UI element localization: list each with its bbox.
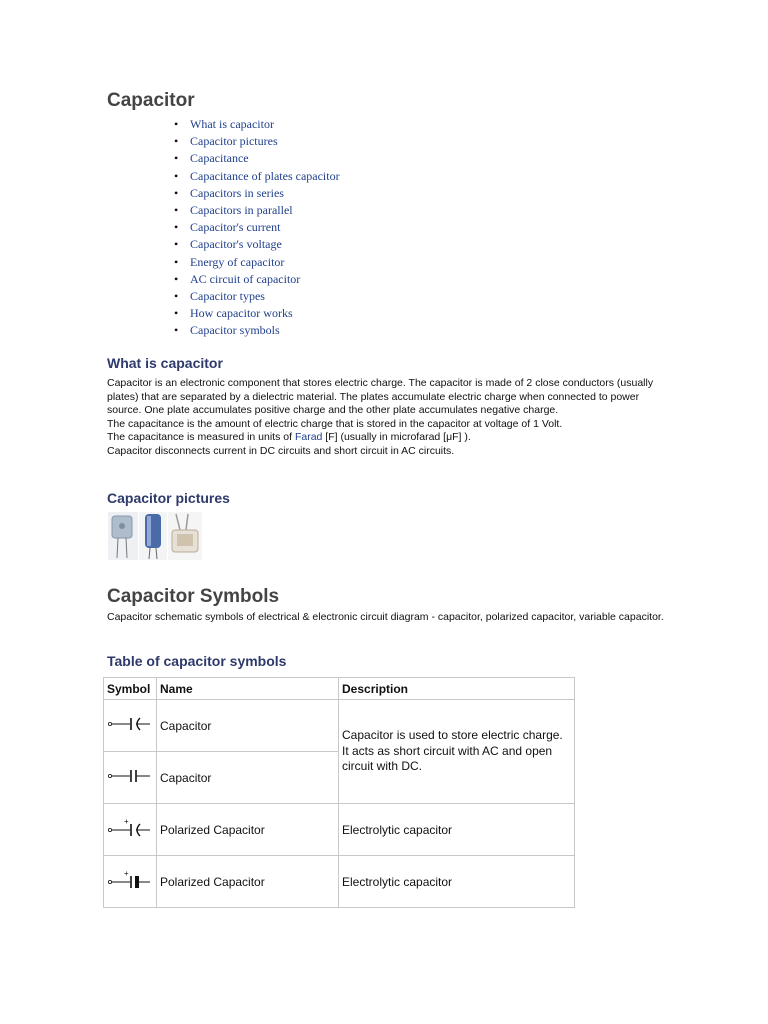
what-is-para-4: Capacitor disconnects current in DC circuits and short circuit in AC circuits.	[107, 444, 455, 457]
column-header-name: Name	[157, 678, 339, 700]
capacitor-symbol-icon	[107, 766, 151, 786]
name-cell: Polarized Capacitor	[157, 856, 339, 908]
farad-link[interactable]: Farad	[294, 431, 323, 444]
table-row	[104, 856, 575, 908]
symbol-cell	[104, 856, 157, 908]
toc-item[interactable]: • Capacitors in series	[174, 185, 340, 202]
capacitor-pictures	[108, 512, 202, 560]
pictures-heading: Capacitor pictures	[107, 490, 230, 506]
description-cell: Electrolytic capacitor	[339, 856, 575, 908]
toc-item[interactable]: • Capacitance	[174, 150, 340, 167]
what-is-heading: What is capacitor	[107, 355, 223, 371]
capacitor-curved-symbol-icon	[107, 714, 151, 734]
toc-item[interactable]: • Energy of capacitor	[174, 254, 340, 271]
polarized-capacitor-curved-symbol-icon	[107, 817, 151, 839]
symbol-cell	[104, 700, 157, 752]
symbol-cell	[104, 752, 157, 804]
what-is-para-3: The capacitance is measured in units of Farad [F] (usually in microfarad [μF] ).	[107, 431, 471, 444]
plus-sign: +	[124, 817, 129, 826]
toc-item[interactable]: • Capacitor types	[174, 288, 340, 305]
polarized-capacitor-symbol-icon	[107, 869, 151, 891]
toc-item[interactable]: • Capacitor's voltage	[174, 236, 340, 253]
toc-item[interactable]: • AC circuit of capacitor	[174, 271, 340, 288]
name-cell: Capacitor	[157, 752, 339, 804]
symbols-title: Capacitor Symbols	[107, 586, 280, 607]
toc-item[interactable]: • Capacitor symbols	[174, 322, 340, 339]
name-cell: Polarized Capacitor	[157, 804, 339, 856]
column-header-symbol: Symbol	[104, 678, 157, 700]
what-is-body	[107, 377, 667, 459]
symbols-intro: Capacitor schematic symbols of electrical & electronic circuit diagram - capacitor, polarized capacitor, variable capacitor.	[107, 611, 664, 623]
toc-item[interactable]: • How capacitor works	[174, 305, 340, 322]
toc-item[interactable]: • Capacitors in parallel	[174, 202, 340, 219]
variable-capacitor-image	[168, 512, 202, 560]
symbol-cell	[104, 804, 157, 856]
toc-item[interactable]: • Capacitor's current	[174, 219, 340, 236]
what-is-para-1: Capacitor is an electronic component that stores electric charge. The capacitor is made of 2 close conductors (usually plates) that are separated by a dielectric material. The plates accumulate electric charge when connected to power source. One plate accumulates positive charge and the other plate accumulates negative charge.	[107, 377, 654, 417]
toc-item[interactable]: • Capacitance of plates capacitor	[174, 168, 340, 185]
description-cell: Capacitor is used to store electric charge. It acts as short circuit with AC and open circuit with DC.	[339, 700, 575, 804]
electrolytic-capacitor-image	[139, 512, 167, 560]
symbol-table	[103, 677, 575, 908]
name-cell: Capacitor	[157, 700, 339, 752]
table-of-contents	[174, 116, 340, 339]
toc-item[interactable]: • What is capacitor	[174, 116, 340, 133]
table-header-row	[104, 678, 575, 700]
ceramic-capacitor-image	[108, 512, 138, 560]
page-title: Capacitor	[107, 90, 195, 111]
table-heading: Table of capacitor symbols	[107, 653, 287, 669]
table-row	[104, 700, 575, 752]
plus-sign: +	[124, 869, 129, 878]
table-row	[104, 804, 575, 856]
what-is-para-2: The capacitance is the amount of electric charge that is stored in the capacitor at voltage of 1 Volt.	[107, 417, 563, 430]
toc-item[interactable]: • Capacitor pictures	[174, 133, 340, 150]
column-header-description: Description	[339, 678, 575, 700]
description-cell: Electrolytic capacitor	[339, 804, 575, 856]
